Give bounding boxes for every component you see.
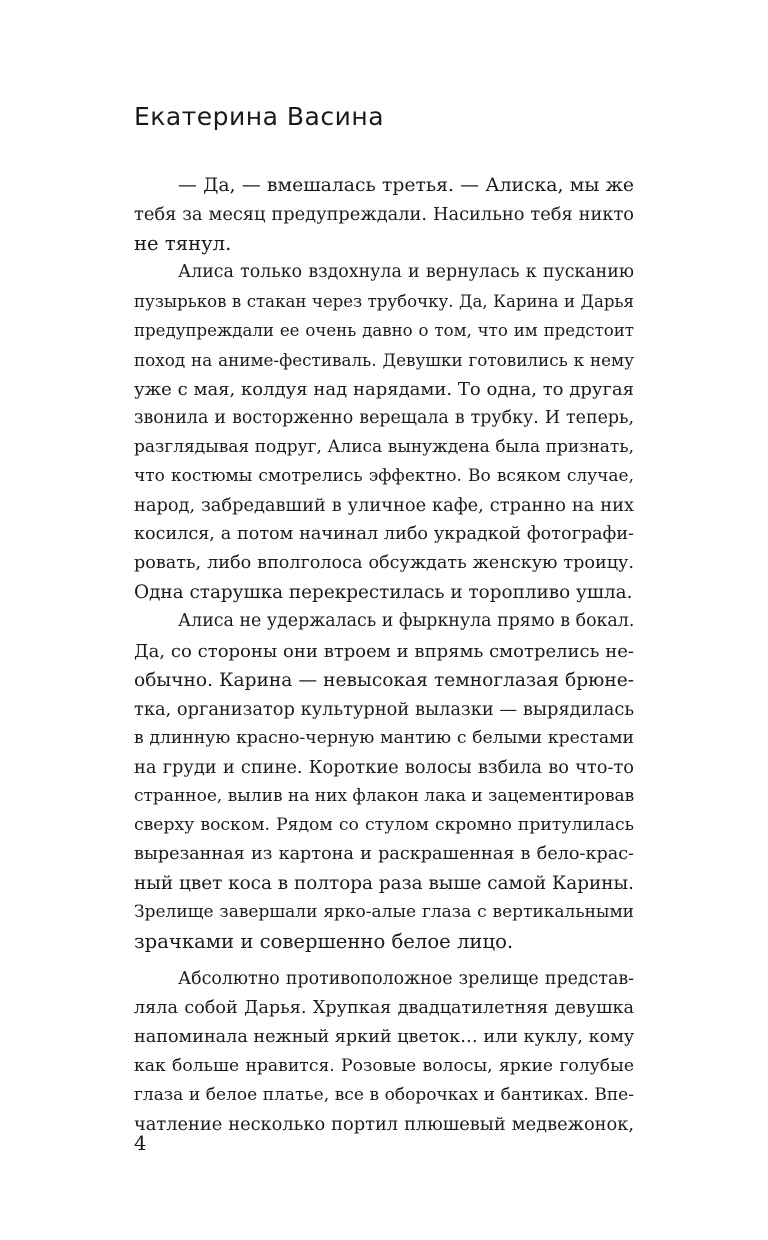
text-line: обычно. Карина — невысокая темноглазая брюне-	[134, 669, 634, 691]
text-line: тебя за месяц предупреждали. Насильно тебя никто	[134, 204, 634, 226]
text-line: Алиса не удержалась и фыркнула прямо в бокал.	[178, 611, 635, 632]
page-number: 4	[134, 1132, 147, 1155]
text-line: разглядывая подруг, Алиса вынуждена была признать,	[134, 436, 634, 457]
text-line: странное, вылив на них флакон лака и зацементировав	[134, 785, 635, 806]
text-line: предупреждали ее очень давно о том, что им предстоит	[134, 321, 634, 341]
text-line: Одна старушка перекрестилась и торопливо ушла.	[134, 582, 633, 604]
running-header-author: Екатерина Васина	[134, 102, 385, 131]
text-line: ровать, либо вполголоса обсуждать женскую троицу.	[134, 553, 634, 574]
text-line: звонила и восторженно верещала в трубку. И теперь,	[134, 407, 634, 428]
text-line: напоминала нежный яркий цветок… или куклу, кому	[134, 1026, 635, 1047]
text-line: поход на аниме-фестиваль. Девушки готовились к нему	[134, 349, 634, 370]
text-line: Абсолютно противоположное зрелище представ-	[178, 968, 634, 989]
text-line: глаза и белое платье, все в оборочках и бантиках. Впе-	[134, 1084, 634, 1105]
text-line: как больше нравится. Розовые волосы, яркие голубые	[134, 1055, 634, 1076]
text-line: Алиса только вздохнула и вернулась к пусканию	[178, 262, 634, 283]
text-line: сверху воском. Рядом со стулом скромно притулилась	[134, 815, 634, 836]
text-line: в длинную красно-черную мантию с белыми крестами	[134, 727, 634, 748]
text-line: ный цвет коса в полтора раза выше самой Карины.	[134, 873, 634, 895]
text-line: уже с мая, колдуя над нарядами. То одна, то другая	[134, 378, 634, 400]
text-line: пузырьков в стакан через трубочку. Да, Карина и Дарья	[134, 292, 634, 312]
text-line: зрачками и совершенно белое лицо.	[134, 930, 514, 954]
text-line: Зрелище завершали ярко-алые глаза с вертикальными	[134, 902, 634, 923]
text-line: косился, а потом начинал либо украдкой фотографи-	[134, 524, 634, 545]
text-line: не тянул.	[134, 232, 232, 256]
text-line: вырезанная из картона и раскрашенная в бело-крас-	[134, 844, 634, 865]
text-line: чатление несколько портил плюшевый медвежонок,	[134, 1114, 634, 1135]
body-text	[134, 171, 634, 1139]
text-line: — Да, — вмешалась третья. — Алиска, мы же	[178, 175, 634, 196]
text-line: Да, со стороны они втроем и впрямь смотрелись не-	[134, 640, 634, 662]
text-line: что костюмы смотрелись эффектно. Во всяком случае,	[134, 465, 634, 486]
text-line: ляла собой Дарья. Хрупкая двадцатилетняя девушка	[134, 997, 634, 1018]
text-line: тка, организатор культурной вылазки — вырядилась	[134, 698, 634, 720]
text-line: народ, забредавший в уличное кафе, странно на них	[134, 495, 634, 517]
text-line: на груди и спине. Короткие волосы взбила во что-то	[134, 756, 634, 778]
